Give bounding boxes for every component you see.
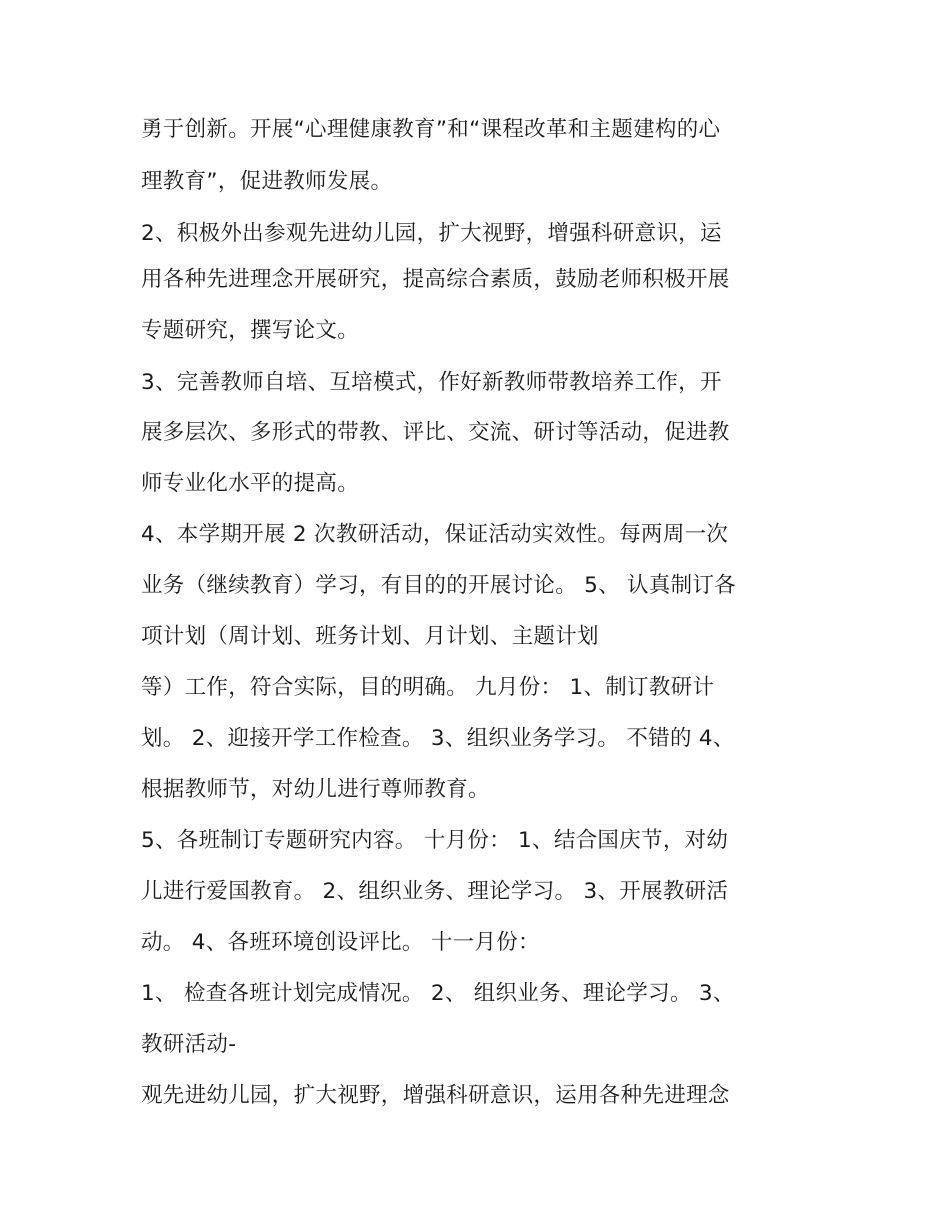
text-line: 业务（继续教育）学习，有目的的开展讨论。 5、 认真制订各 (141, 573, 737, 598)
text-line: 3、完善教师自培、互培模式，作好新教师带教培养工作，开 (141, 370, 722, 395)
text-line: 5、各班制订专题研究内容。 十月份： 1、结合国庆节，对幼 (141, 828, 729, 853)
text-line: 师专业化水平的提高。 (141, 471, 360, 496)
text-line: 儿进行爱国教育。 2、组织业务、理论学习。 3、开展教研活 (141, 879, 729, 904)
text-line: 4、本学期开展 2 次教研活动，保证活动实效性。每两周一次 (141, 522, 729, 547)
text-line: 观先进幼儿园，扩大视野，增强科研意识，运用各种先进理念 (141, 1083, 730, 1108)
text-line: 1、 检查各班计划完成情况。 2、 组织业务、理论学习。 3、 (141, 981, 735, 1006)
text-line: 理教育”，促进教师发展。 (141, 169, 393, 194)
text-line: 教研活动- (141, 1032, 237, 1057)
text-line: 动。 4、各班环境创设评比。 十一月份： (141, 930, 540, 955)
text-line: 专题研究，撰写论文。 (141, 318, 360, 343)
text-line: 划。 2、迎接开学工作检查。 3、组织业务学习。 不错的 4、 (141, 726, 735, 751)
text-line: 根据教师节，对幼儿进行尊师教育。 (141, 777, 490, 802)
text-line: 用各种先进理念开展研究，提高综合素质，鼓励老师积极开展 (141, 267, 730, 292)
text-line: 项计划（周计划、班务计划、月计划、主题计划 (141, 624, 599, 649)
text-line: 等）工作，符合实际，目的明确。 九月份： 1、制订教研计 (141, 675, 715, 700)
text-line: 勇于创新。开展“心理健康教育”和“课程改革和主题建构的心 (141, 117, 721, 142)
text-line: 2、积极外出参观先进幼儿园，扩大视野，增强科研意识，运 (141, 221, 722, 246)
text-line: 展多层次、多形式的带教、评比、交流、研讨等活动，促进教 (141, 420, 730, 445)
